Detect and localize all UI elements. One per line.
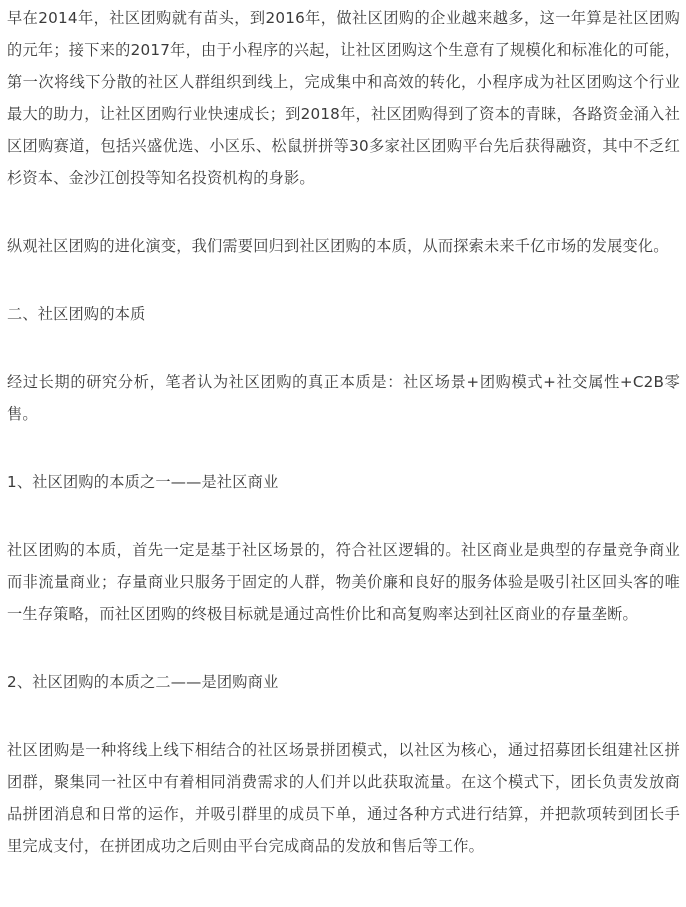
subheading-community-commerce: 1、社区团购的本质之一——是社区商业 [7, 473, 279, 491]
paragraph-essence-summary: 经过长期的研究分析，笔者认为社区团购的真正本质是：社区场景+团购模式+社交属性+C2B零售。 [7, 373, 680, 423]
paragraph-community-commerce: 社区团购的本质，首先一定是基于社区场景的，符合社区逻辑的。社区商业是典型的存量竞争商业而非流量商业；存量商业只服务于固定的人群，物美价廉和良好的服务体验是吸引社区回头客的唯一生存策略，而社区团购的终极目标就是通过高性价比和高复购率达到社区商业的存量垄断。 [7, 541, 680, 623]
paragraph-group-buying-commerce: 社区团购是一种将线上线下相结合的社区场景拼团模式，以社区为核心，通过招募团长组建社区拼团群，聚集同一社区中有着相同消费需求的人们并以此获取流量。在这个模式下，团长负责发放商品拼团消息和日常的运作，并吸引群里的成员下单，通过各种方式进行结算，并把款项转到团长手里完成支付，在拼团成功之后则由平台完成商品的发放和售后等工作。 [7, 741, 680, 855]
paragraph-evolution: 纵观社区团购的进化演变，我们需要回归到社区团购的本质，从而探索未来千亿市场的发展变化。 [7, 237, 669, 255]
paragraph-history: 早在2014年，社区团购就有苗头，到2016年，做社区团购的企业越来越多，这一年算是社区团购的元年；接下来的2017年，由于小程序的兴起，让社区团购这个生意有了规模化和标准化的可能，第一次将线下分散的社区人群组织到线上，完成集中和高效的转化，小程序成为社区团购这个行业最大的助力，让社区团购行业快速成长；到2018年，社区团购得到了资本的青睐，各路资金涌入社区团购赛道，包括兴盛优选、小区乐、松鼠拼拼等30多家社区团购平台先后获得融资，其中不乏红杉资本、金沙江创投等知名投资机构的身影。 [7, 9, 680, 187]
subheading-group-buying-commerce: 2、社区团购的本质之二——是团购商业 [7, 673, 279, 691]
section-heading-essence: 二、社区团购的本质 [7, 305, 146, 323]
